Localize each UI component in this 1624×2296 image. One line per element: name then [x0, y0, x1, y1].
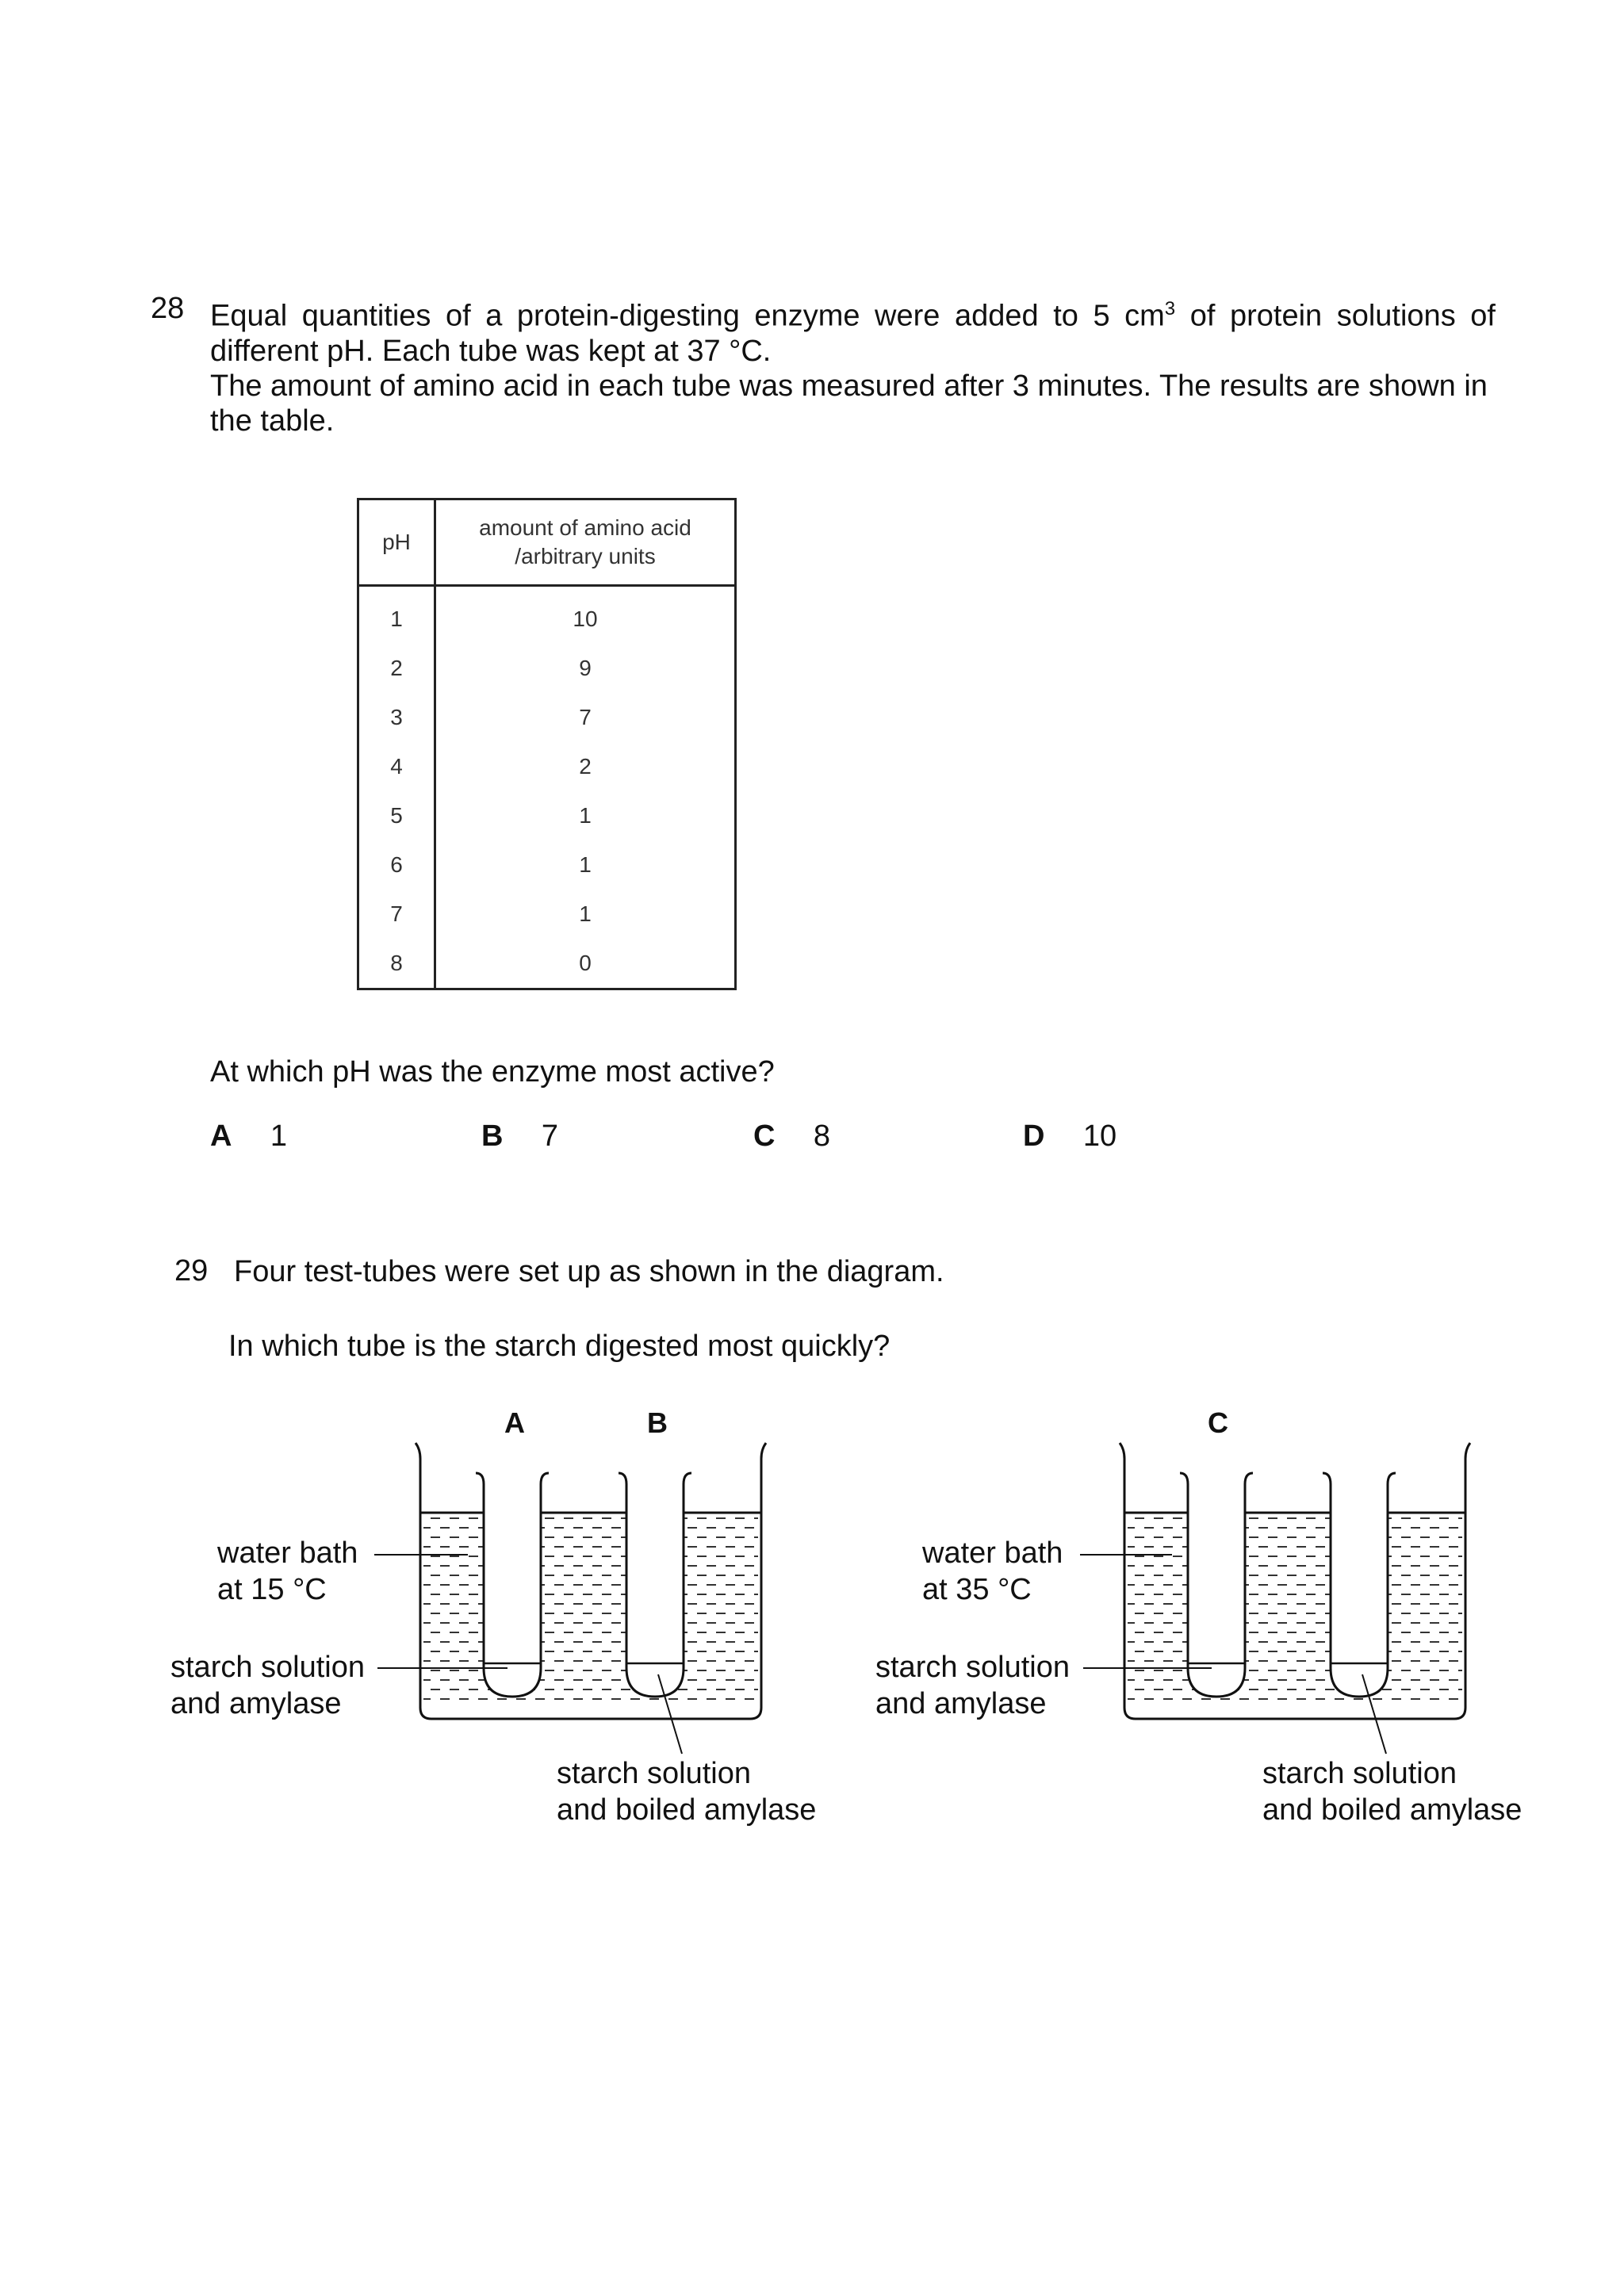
option-a-value: 1: [270, 1119, 288, 1153]
boiled-amylase-right-line1: starch solution: [1262, 1757, 1457, 1790]
left-apparatus: [374, 1443, 766, 1754]
tube-interior: [1188, 1511, 1245, 1679]
water: [423, 1513, 758, 1708]
table-header-amount-line2: /arbitrary units: [515, 544, 656, 568]
water: [1128, 1513, 1462, 1708]
table-cell-amount: 10: [573, 607, 598, 631]
question-28-line-4: the table.: [210, 404, 335, 438]
table-cell-amount: 1: [579, 852, 592, 877]
right-apparatus: [1080, 1443, 1470, 1754]
boiled-amylase-left-line2: and boiled amylase: [557, 1793, 817, 1827]
table-cell-ph: 6: [358, 840, 435, 890]
table-cell-ph: 5: [358, 791, 435, 840]
table-cell-ph: 8: [358, 939, 435, 989]
option-c-letter: C: [753, 1119, 776, 1153]
table-cell-amount: 7: [579, 705, 592, 729]
table-cell-amount: 1: [579, 803, 592, 828]
option-d-value: 10: [1082, 1119, 1117, 1153]
option-c-value: 8: [813, 1119, 831, 1153]
table-header-ph: pH: [358, 499, 435, 586]
tube-label-a: A: [504, 1406, 525, 1439]
starch-amylase-left-line1: starch solution: [170, 1651, 366, 1684]
question-28-line-3: The amount of amino acid in each tube was measured after 3 minutes. The results are shown in: [210, 369, 1488, 403]
question-28-number: 28: [151, 292, 185, 325]
option-a-letter: A: [210, 1119, 232, 1153]
question-29-stem: Four test-tubes were set up as shown in the diagram.: [234, 1255, 944, 1288]
option-b-value: 7: [541, 1119, 559, 1153]
question-29-prompt: In which tube is the starch digested most quickly?: [228, 1330, 891, 1363]
option-d-letter: D: [1023, 1119, 1045, 1153]
tube-interior: [1331, 1511, 1388, 1679]
water-bath-15-line2: at 15 °C: [217, 1573, 327, 1606]
tube-interior: [484, 1511, 541, 1679]
question-28-line-2: different pH. Each tube was kept at 37 °C.: [210, 334, 772, 368]
table-cell-amount: 9: [579, 656, 592, 680]
question-28-prompt: At which pH was the enzyme most active?: [210, 1055, 775, 1089]
boiled-amylase-right-line2: and boiled amylase: [1262, 1793, 1522, 1827]
table-cell-amount: 0: [579, 951, 592, 975]
table-cell-ph: 2: [358, 644, 435, 693]
table-cell-amount: 2: [579, 754, 592, 779]
starch-amylase-right-line2: and amylase: [875, 1687, 1047, 1720]
table-cell-ph: 3: [358, 693, 435, 742]
table-cell-amount: 1: [579, 901, 592, 926]
starch-amylase-right-line1: starch solution: [875, 1651, 1071, 1684]
question-28-line-1-end: of protein solutions of: [1175, 299, 1496, 333]
boiled-amylase-left-line1: starch solution: [557, 1757, 752, 1790]
water-bath-35-line2: at 35 °C: [922, 1573, 1032, 1606]
tube-interior: [626, 1511, 684, 1679]
water-bath-35-line1: water bath: [922, 1536, 1063, 1570]
option-b-letter: B: [481, 1119, 504, 1153]
tube-label-b: B: [647, 1406, 668, 1439]
superscript-3: 3: [1164, 298, 1176, 320]
tube-label-c: C: [1208, 1406, 1228, 1439]
question-29-number: 29: [174, 1254, 209, 1288]
water-bath-15-line1: water bath: [217, 1536, 358, 1570]
question-28-line-1-text: Equal quantities of a protein-digesting enzyme were added to 5 cm: [210, 299, 1165, 333]
table-cell-ph: 4: [358, 742, 435, 791]
table-header-amount-line1: amount of amino acid: [479, 515, 691, 540]
starch-amylase-left-line2: and amylase: [170, 1687, 342, 1720]
table-cell-ph: 7: [358, 890, 435, 939]
table-cell-ph: 1: [358, 586, 435, 645]
